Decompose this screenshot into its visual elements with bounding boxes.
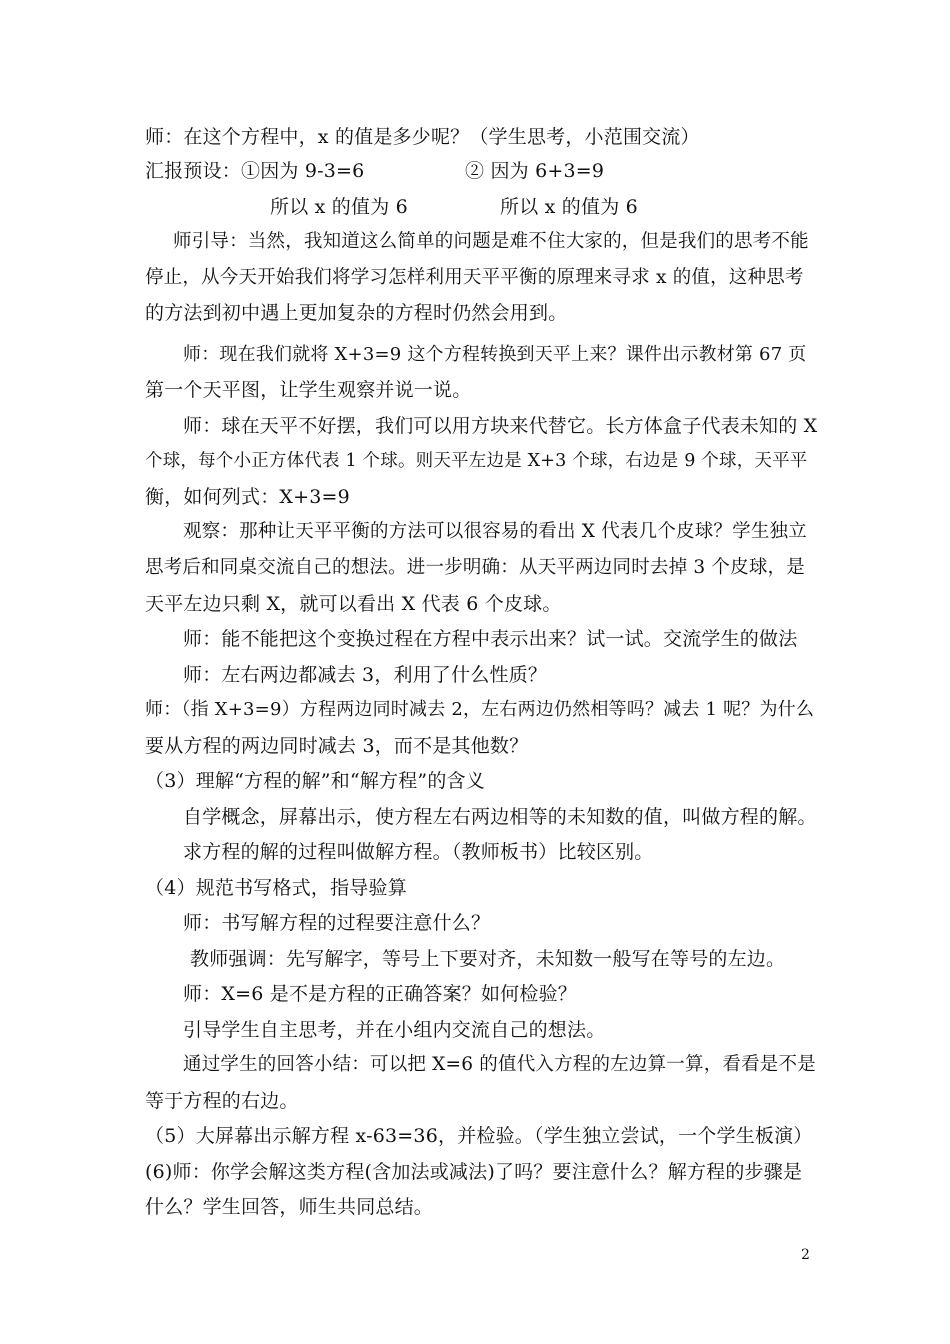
text-line: 第一个天平图，让学生观察并说一说。 — [145, 379, 472, 401]
text-line: 引导学生自主思考，并在小组内交流自己的想法。 — [183, 1019, 606, 1041]
text-line: 自学概念，屏幕出示，使方程左右两边相等的未知数的值，叫做方程的解。 — [183, 806, 817, 828]
text-line: 的方法到初中遇上更加复杂的方程时仍然会用到。 — [145, 302, 568, 324]
section-heading: （4）规范书写格式，指导验算 — [145, 877, 407, 899]
text-line: 求方程的解的过程叫做解方程。（教师板书）比较区别。 — [183, 841, 654, 863]
text-line: 要从方程的两边同时减去 3，而不是其他数？ — [145, 735, 529, 757]
text-line: 师：书写解方程的过程要注意什么？ — [183, 912, 491, 934]
text-line: 师：左右两边都减去 3，利用了什么性质？ — [183, 664, 548, 686]
text-line: 什么？学生回答，师生共同总结。 — [145, 1196, 434, 1218]
text-line: 思考后和同桌交流自己的想法。进一步明确：从天平两边同时去掉 3 个皮球，是 — [145, 557, 805, 578]
text-line: 观察：那种让天平平衡的方法可以很容易的看出 X 代表几个皮球？学生独立 — [183, 521, 807, 542]
page-number: 2 — [801, 1247, 810, 1263]
text-line: 师：（指 X+3=9）方程两边同时减去 2，左右两边仍然相等吗？减去 1 呢？为什么 — [145, 699, 815, 720]
text-line: 通过学生的回答小结：可以把 X=6 的值代入方程的左边算一算，看看是不是 — [183, 1054, 816, 1075]
section-heading: （5）大屏幕出示解方程 x-63=36，并检验。（学生独立尝试，一个学生板演） — [145, 1125, 813, 1147]
text-line: 师：X=6 是不是方程的正确答案？如何检验？ — [183, 983, 577, 1005]
text-line: ② 因为 6+3=9 — [465, 160, 605, 182]
text-line: (6)师：你学会解这类方程(含加法或减法)了吗？要注意什么？解方程的步骤是 — [145, 1161, 803, 1183]
section-heading: （3）理解“方程的解”和“解方程”的含义 — [145, 770, 485, 792]
text-line: 师：球在天平不好摆，我们可以用方块来代替它。长方体盒子代表未知的 X — [183, 415, 818, 437]
text-line: 所以 x 的值为 6 — [500, 196, 638, 218]
text-line: 所以 x 的值为 6 — [270, 196, 408, 218]
text-line: 师：能不能把这个变换过程在方程中表示出来？试一试。交流学生的做法 — [183, 628, 798, 650]
text-line: 等于方程的右边。 — [145, 1090, 299, 1112]
text-line: 天平左边只剩 X，就可以看出 X 代表 6 个皮球。 — [145, 593, 562, 615]
text-line: 师：现在我们就将 X+3=9 这个方程转换到天平上来？课件出示教材第 67 页 — [183, 344, 807, 365]
text-line: 教师强调：先写解字，等号上下要对齐，未知数一般写在等号的左边。 — [190, 948, 786, 970]
text-line: 师引导：当然，我知道这么简单的问题是难不住大家的，但是我们的思考不能 — [173, 231, 809, 252]
text-line: 衡，如何列式：X+3=9 — [145, 486, 350, 508]
text-line: 停止，从今天开始我们将学习怎样利用天平平衡的原理来寻求 x 的值，这种思考 — [145, 267, 804, 288]
text-line: 个球，每个小正方体代表 1 个球。则天平左边是 X+3 个球，右边是 9 个球，天平平 — [145, 451, 808, 471]
text-line: 汇报预设：①因为 9-3=6 — [145, 160, 365, 182]
text-line: 师：在这个方程中，x 的值是多少呢？（学生思考，小范围交流） — [145, 126, 700, 148]
